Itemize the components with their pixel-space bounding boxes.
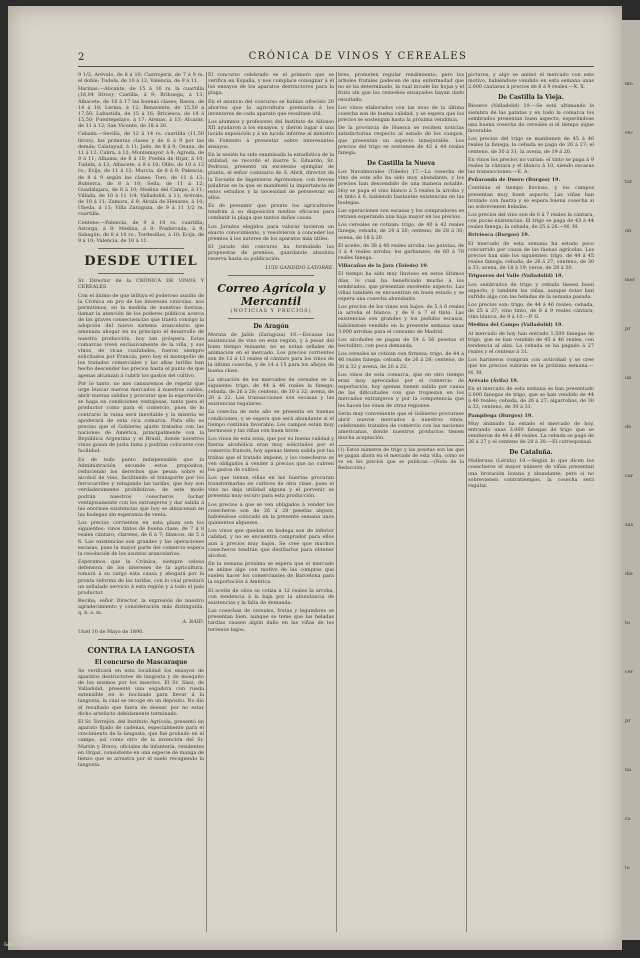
subheading: Villacañas de la Jara (Toledo) 19.: [338, 263, 429, 270]
page-number: 2: [78, 52, 85, 63]
paragraph: Las cosechas de cereales, frutas y legumbres se presentan bien, aunque se teme que las heladas tardías causen algún daño en las viñas de los terrenos bajos.: [208, 608, 334, 633]
column-4: [468, 72, 594, 932]
column-2: [208, 72, 334, 932]
section-masthead: [208, 282, 334, 314]
paragraph: Los vinos de esta comarca, que en otro tiempo eran muy apreciados por el comercio de exportación, hoy apenas tienen salida por causa de las dificultades con que tropiezan en los mercados extranjeros y por la competencia que les hacen los vinos de otras regiones.: [338, 371, 464, 409]
region-heading: De Aragón: [253, 322, 289, 330]
paragraph: Los precios son: trigo, de 44 á 46 reales; cebada, de 25 á 27; vino tinto, de 8 á 9 reales cántara; vino blanco, de 9 á 10.—P. G.: [468, 302, 594, 321]
paragraph: Los que tienen viñas en las huertas procuran transformarlas en cultivos de otra clase, pues el vino no deja utilidad alguna y el porvenir se presenta muy oscuro para esta producción.: [208, 474, 334, 500]
paragraph: En la sesión ha sido examinada la estadística de la utilidad, se recordó el ilustre S. Eduardo, Sr. Pedroso, presentó un excelente ejemplar de planta, el señor comisario de S. Abril, director de la Escuela de Ingenieros Agrónomos, con breves palabras en la que se manifestó la importancia de estos estudios y la necesidad de perseverar en ellos.: [208, 151, 334, 201]
paragraph: Continúa el tiempo lluvioso, y los campos presentan muy buen aspecto. Las viñas han brotado con fuerza y se espera buena cosecha si no sobrevienen heladas.: [468, 185, 594, 210]
paragraph: 9 1/2; Arévalo, de 8 á 10; Castrojeriz, de 7 á 9 rs. el doble; Tudela, de 10 á 12; Valencia, de 9 á 11.: [78, 72, 204, 85]
adjacent-page-fragment: ra: [625, 816, 631, 822]
paragraph: Los alcoholes se pagan de 54 á 56 pesetas el hectolitro, con poca demanda.: [338, 336, 464, 350]
divider: [228, 318, 314, 319]
paragraph: Morata de Jalón (Zaragoza) 10.—Escasas las existencias de vino en esta región, y á pesar del buen tiempo reinante, no se notan señales de animación en el mercado. Los precios corrientes son de 12 á 13 reales el cántaro para los vinos de la última cosecha, y de 14 á 15 para los añejos de buena clase.: [208, 331, 334, 375]
paragraph: El aceite de oliva se cotiza á 12 reales la arroba, con tendencia á la baja por la abundancia de existencias y la falta de demanda.: [208, 587, 334, 606]
footnote: (1) Estos números de trigo y las pesetas son las que se pagan ahora en el mercado de esta villa, como se ve en los precios que se publican.—(Nota de la Redacción.): [338, 445, 464, 471]
paragraph: Al mercado de hoy han entrado 1.500 fanegas de trigo, que se han vendido de 45 á 46 reales, con tendencia al alza. La cebada se ha pagado á 27 reales y el centeno á 31.: [468, 330, 594, 356]
subheading: Pampliega (Burgos) 19.: [468, 412, 533, 419]
paragraph: pictures, y algo se animó el mercado con este motivo, habiéndose vendido en esta semana unas 2.000 cántaras á precios de 8 á 9 reales.—X. X.: [468, 72, 594, 91]
divider: [98, 639, 184, 640]
paragraph: Harinas.—Alicante, de 15 á 16 rs. la cuartilla (16,04 litros); Castilla, á 9; Brihuega, á 13; Albacete, de 16 á 17 las buenas clases; Baeza, de 14 á 18; Lerma, á 12; Benavente, de 15,50 á 17,50; Labastida, de 15 á 16; Briviesca, de 14 á 15,50; Fuentepelayo, á 17; Arenas, á 13; Alcazar, de 11 á 12; San Vicente, de 18 á 20.: [78, 86, 204, 130]
adjacent-page-fragment: tar: [625, 179, 633, 185]
paragraph: Es de todo punto indispensable que la Administración secunde estos propósitos, reduciendo los derechos que pesan sobre el alcohol de vino, facilitando el transporte por los ferrocarriles y rebajando las tarifas, que hoy son verdaderamente prohibitivas; de este modo podrán nuestros cosecheros luchar ventajosamente con los extranjeros y dar salida á las enormes existencias que hoy se almacenan en las bodegas sin esperanza de venta.: [78, 456, 204, 518]
adjacent-page-edge: [622, 20, 640, 940]
paragraph: Reciba, señor Director, la expresión de nuestro agradecimiento y consideración más distinguida, q. b. s. m.: [78, 598, 204, 617]
paragraph: Muy animado ha estado el mercado de hoy, entrando unas 3.000 fanegas de trigo que se vendieron de 44 á 46 reales. La cebada se pagó de 26 á 27 y el centeno de 29 á 30.—El corresponsal.: [468, 420, 594, 446]
paragraph: Cebada.—Sevilla, de 12 á 14 rs. cuartilla (11,50 litros); las primeras clases y de 8 á 9 por las demás; Calatayud, á 11; Jaén, de 8 á 9; Osuna, de 11 á 12; Cabra, á 12; Montemayor, á 8; Agreda, de 9 á 11; Alhama, de 8 á 10; Puebla de Hijar, á 10; Tudela, á 12; Albacete, á 9 á 10; Olite, de 10 á 12 rs.; Ecija, de 11 á 12; Murcia, de 8 á 9; Palencia, de 8 á 9 según las clases; Toro, de 11 á 13; Bubierca, de 8 á 10; Sella, de 11 á 12; Guadalajara, de 8 á 10; Medina del Campo, á 11; Villada, de 10 á 11 1/4; Valladolid, á 11; Arévalo, de 10 á 11; Zamora, á 9; Alcalá de Henares, á 10; Ubeda, á 11; Villa Zaragoza, de 9 á 11 1/2 rs. cuartilla.: [78, 131, 204, 218]
page-header: [8, 46, 622, 70]
column-3: [338, 72, 464, 932]
adjacent-page-fragment: na: [625, 767, 632, 773]
paragraph: Mollerusa (Lérida) 19.—Según lo que dicen los cosecheros el mayor número de viñas presentan una brotación lozana y abundante; pero si no sobrevienen contratiempos, la cosecha será regular.: [468, 458, 594, 489]
region-heading: De Cataluña.: [509, 449, 553, 457]
paragraph: Los vinos de esta zona, que por su buena calidad y fuerza alcohólica eran muy solicitados por el comercio francés, hoy apenas tienen salida por las trabas que el tratado impone, y los cosecheros se ven obligados á vender á precios que no cubren los gastos de cultivo.: [208, 436, 334, 473]
header-rule: [78, 66, 594, 67]
newspaper-page: [8, 6, 622, 950]
paragraph: Centeno.—Palencia, de 9 á 10 rs. cuartilla; Astorga, á 9; Medina, á 9; Ponferrada, á 9; Sahagún, de 8 á 10 rs.; Tordesillas, á 10; Ecija, de 9 á 10; Valencia, de 10 á 11.: [78, 219, 204, 245]
paragraph: Los harineros compran con actividad y se cree que los precios subirán en la próxima semana.—M. M.: [468, 357, 594, 376]
paragraph: Rioseco (Valladolid) 19.—Se está ultimando la siembra de las patatas y en todo la comarca los sembrados presentan buen aspecto, esperándose una buena cosecha de cereales si el tiempo sigue favorable.: [468, 103, 594, 135]
salutation: Sr. Director de la CRÓNICA DE VINOS Y CEREALES.: [78, 278, 204, 291]
subheading: Medina del Campo (Valladolid) 19.: [468, 322, 563, 329]
paragraph: Esperamos que la Crónica, siempre celosa defensora de los intereses de la agricultura, tomará á su cargo esta causa y abogará por la pronta reforma de las tarifas, con lo cual prestará un señalado servicio á esta región y á todo el país productor.: [78, 559, 204, 596]
masthead-title: Correo Agrícola y Mercantil: [217, 281, 325, 308]
adjacent-page-fragment: mo: [625, 81, 633, 87]
paragraph: Los Navalmorales (Toledo) 17.—La cosecha de vino de este año ha sido muy abundante, y los precios han descendido de una manera notable. Hoy se paga el vino blanco á 5 reales la arroba y el tinto á 6, habiendo bastantes existencias en las bodegas.: [338, 169, 464, 206]
paragraph: Los precios de los vinos son bajos: de 5 á 6 reales la arroba el blanco, y de 6 á 7 el tinto. Las existencias son grandes y los pedidos escasos, habiéndose vendido en la presente semana unas 3.000 arrobas para el consumo de Madrid.: [338, 304, 464, 335]
divider: [228, 275, 314, 276]
paragraph: Los precios á que se ven obligados á vender los cosecheros son de 26 á 28 pesetas alquez, habiéndose colocado en la presente semana unos quinientos alquezes.: [208, 501, 334, 527]
paragraph: El aceite, de 38 á 40 reales arroba; las patatas, de 3 á 4 reales arroba; los garbanzos, de 60 á 70 reales fanega.: [338, 242, 464, 262]
region-heading: De Castilla la Vieja.: [498, 94, 564, 102]
adjacent-page-fragment: cer: [625, 669, 634, 675]
paragraph: El Sr. Torrejón, del Instituto Agrícola, presentó un aparato fijado de cadenas, especialmente para el crecimiento de la langosta, que fué probado en el campo, así como otro de la invención del Sr. Martín y Bravo, oficiales de infantería, residentes en Orgaz, consistente en una especie de manga de lienzo que se arrastra por el suelo recogiendo la langosta.: [78, 718, 204, 768]
running-title: CRÓNICA DE VINOS Y CEREALES: [248, 51, 468, 62]
column-rule: [466, 72, 467, 932]
adjacent-page-fragment: on: [625, 228, 632, 234]
paragraph: Los cereales se cotizan: trigo, de 40 á 42 reales fanega; cebada, de 24 á 26; centeno, de 28 á 30; avena, de 18 á 20.: [338, 222, 464, 241]
signature: A. RAID.: [182, 618, 204, 625]
adjacent-page-fragment: pr: [625, 718, 631, 724]
adjacent-page-fragment: un: [625, 375, 632, 381]
paragraph: De la provincia de Huesca se reciben noticias satisfactorias respecto al estado de los campos, que presentan un aspecto inmejorable. Los precios del trigo se sostienen de 42 á 44 reales fanega.: [338, 125, 464, 156]
section-title: DESDE UTIEL: [84, 254, 198, 270]
divider: [98, 248, 184, 249]
subheading: Briviesca (Burgos) 19.: [468, 232, 530, 239]
paragraph: Las operaciones son escasas y los compradores se retraen esperando una baja mayor en los precios.: [338, 207, 464, 221]
adjacent-page-fragment: de: [625, 424, 632, 430]
paragraph: Por lo tanto, no nos cansaremos de repetir que urge buscar nuevos mercados á nuestros caldos, abrir nuevas salidas y procurar que la exportación se haga en condiciones ventajosas, tanto para el productor como para el comercio, pues de lo contrario la ruina será inevitable y la miseria se apoderará de esta rica comarca. Para ello es preciso que el Gobierno ajuste tratados con las naciones de América, principalmente con la República Argentina y el Brasil, donde nuestros vinos gozan de justa fama y podrían colocarse con facilidad.: [78, 380, 204, 455]
paragraph: El concurso celebrado es el primero que se verifica en España, y nos complace consignar á él los ensayos de los aparatos destructores para la plaga.: [208, 72, 334, 97]
paragraph: Los alumnos y profesores del Instituto de Alfonso XII ayudaron á los ensayos, y dieron lugar á una lucida exposición y á un lucido informe al ministro de Fomento á presentar sobre interesantes ensayos.: [208, 119, 334, 150]
paragraph: Se verificará en esta localidad los ensayos de aparatos destructores de langosta y de mosquito de los mismos por los insectos. El Sr. Sáez, de Valladolid, presentó una segadora con rueda extensible en lo bocinado para llevar á la langosta, la cual se recoge en un depósito. No dió el resultado que fuera de desear, por no estar dicho artefacto debidamente terminado.: [78, 667, 204, 717]
adjacent-page-fragment: lo: [625, 865, 630, 871]
paragraph: En la semana próxima se espera que el mercado se anime algo con motivo de las compras que suelen hacer los comerciantes de Barcelona para la exportación á América.: [208, 561, 334, 586]
paragraph: Los vinos elaborados con las uvas de la última cosecha son de buena calidad, y se espera que los precios se sostengan hasta la próxima vendimia.: [338, 104, 464, 124]
paragraph: El jurado del concurso ha formulado las propuestas de premios, guardando absoluta reserva hasta su publicación.: [208, 244, 334, 263]
archive-mark: GAR.1890: [4, 942, 29, 948]
paragraph: La cosecha de este año se presenta en buenas condiciones, y se espera que será abundante si el tiempo continúa favorable. Los campos están muy hermosos y las viñas con buen brote.: [208, 409, 334, 434]
signature: LUIS GANDIDO LATORRE.: [265, 264, 334, 271]
paragraph: Los vinos que quedan en bodega son de inferior calidad, y no se encuentra comprador para ellos aun á precios muy bajos. Se cree que muchos cosecheros tendrán que destilarlos para obtener alcohol.: [208, 528, 334, 559]
divider: [98, 273, 184, 274]
subheading: Arévalo (Ávila) 19.: [468, 377, 519, 384]
paragraph: Los precios del trigo se mantienen de 45 á 46 reales la fanega; la cebada se paga de 26 á 27; el centeno, de 30 á 31; la avena, de 19 á 20.: [468, 136, 594, 155]
masthead-subtitle: (NOTICIAS Y PRECIOS): [230, 307, 312, 314]
region-heading: De Castilla la Nueva: [366, 160, 436, 168]
column-rule: [206, 72, 207, 932]
paragraph: Los Jurados elegidos para valorar tuvieron un exacto conocimiento, y resolvieron á conceder los premios á los autores de los aparatos más útiles.: [208, 223, 334, 242]
paragraph: En el mercado de esta semana se han presentado 2.000 fanegas de trigo, que se han vendido de 44 á 46 reales; cebada, de 26 á 27; algarrobas, de 30 á 32; centeno, de 30 á 31.: [468, 385, 594, 411]
section-subtitle: El concurso de Mascaraque: [94, 658, 188, 666]
paragraph: En el anuncio del concurso se habían ofrecido 20 ahorros que la agricultura premiaría á los inventores de cada aparato que resultase útil.: [208, 98, 334, 117]
adjacent-page-fragment: zas: [625, 522, 634, 528]
section-title: CONTRA LA LANGOSTA: [87, 644, 195, 655]
paragraph: La situación de los mercados de cereales es la siguiente: trigo, de 44 á 46 reales la fanega; cebada, de 26 á 28; centeno, de 30 á 32; avena, de 20 á 22. Las transacciones son escasas y las existencias regulares.: [208, 376, 334, 408]
adjacent-page-fragment: to: [625, 620, 631, 626]
dateline: Utiel 10 de Mayo de 1890.: [78, 628, 144, 635]
column-1: [78, 72, 204, 932]
paragraph: En vinos los precios no varían: el tinto se paga á 9 reales la cántara y el blanco á 10, siendo escasas las transacciones.—E. A.: [468, 156, 594, 176]
adjacent-page-fragment: die: [625, 571, 633, 577]
subheading: Trigueros del Valle (Valladolid) 19.: [468, 273, 564, 280]
text-columns: [78, 72, 594, 932]
subheading: Peñaranda de Duero (Burgos) 19.: [468, 177, 561, 184]
paragraph: El tiempo ha sido muy lluvioso en estos últimos días, lo cual ha beneficiado mucho á los sembrados, que presentan excelente aspecto. Las viñas también se encuentran en buen estado y se espera una cosecha abundante.: [338, 271, 464, 302]
adjacent-page-fragment: rec: [625, 130, 634, 136]
paragraph: Es de presumir que pronto los agricultores tendrán á su disposición medios eficaces para combatir la plaga que tantos daños causa.: [208, 203, 334, 222]
adjacent-page-fragment: car: [625, 473, 634, 479]
paragraph: Sería muy conveniente que el Gobierno procurase abrir nuevos mercados á nuestros vinos, celebrando tratados de comercio con las naciones americanas, donde nuestros productos tienen mucha aceptación.: [338, 410, 464, 442]
paragraph: El mercado de esta semana ha estado poco concurrido por causa de las faenas agrícolas. Los precios han sido los siguientes: trigo, de 44 á 45 reales fanega; cebada, de 26 á 27; centeno, de 30 á 31; avena, de 18 á 19; yeros, de 28 á 30.: [468, 240, 594, 272]
paragraph: Los sembrados de trigo y cebada tienen buen aspecto, y también las viñas, aunque éstas han sufrido algo con las heladas de la semana pasada.: [468, 281, 594, 300]
column-rule: [336, 72, 337, 932]
paragraph: bres, prometen regular rendimiento; pero los árboles frutales padecen de una enfermedad que no se ha determinado, la cual invade las hojas y el fruto sin que los remedios ensayados hayan dado resultado.: [338, 72, 464, 103]
adjacent-page-fragment: mer: [625, 277, 636, 283]
paragraph: Los precios corrientes en esta plaza son los siguientes: vinos tintos de buena clase, de 7 á 8 reales cántaro; claretes, de 6 á 7; blancos, de 5 á 6. Las existencias son grandes y las operaciones escasas, pues la mayor parte del comercio espera la resolución de los asuntos arancelarios.: [78, 520, 204, 557]
paragraph: Los precios del vino son de 6 á 7 reales la cántara, con pocas existencias. El trigo se paga de 43 á 44 reales fanega; la cebada, de 25 á 26.—M. M.: [468, 211, 594, 231]
paragraph: Los cereales se cotizan con firmeza: trigo, de 44 á 46 reales fanega; cebada, de 26 á 28; centeno, de 30 á 32 y avena, de 20 á 22.: [338, 351, 464, 370]
paragraph: Con el ánimo de que influya el poderoso auxilio de la Crónica en pro de los intereses vinícolas, nos permitimos, en la medida de nuestras fuerzas, llamar la atención de los poderes públicos acerca de las graves consecuencias que traerá consigo la adopción del nuevo sistema arancelario que amenaza ahogar en su principio el desarrollo de nuestra producción, hoy tan próspera. Estas comarcas viven exclusivamente de la viña, y sus vinos, de ricas cualidades, fueron siempre solicitados por Francia; pero hoy el monopolio de los tratados comerciales y las altas tarifas han hecho descender los precios hasta el punto de que apenas alcanzan á cubrir los gastos del cultivo.: [78, 292, 204, 379]
adjacent-page-fragment: pr: [625, 326, 631, 332]
